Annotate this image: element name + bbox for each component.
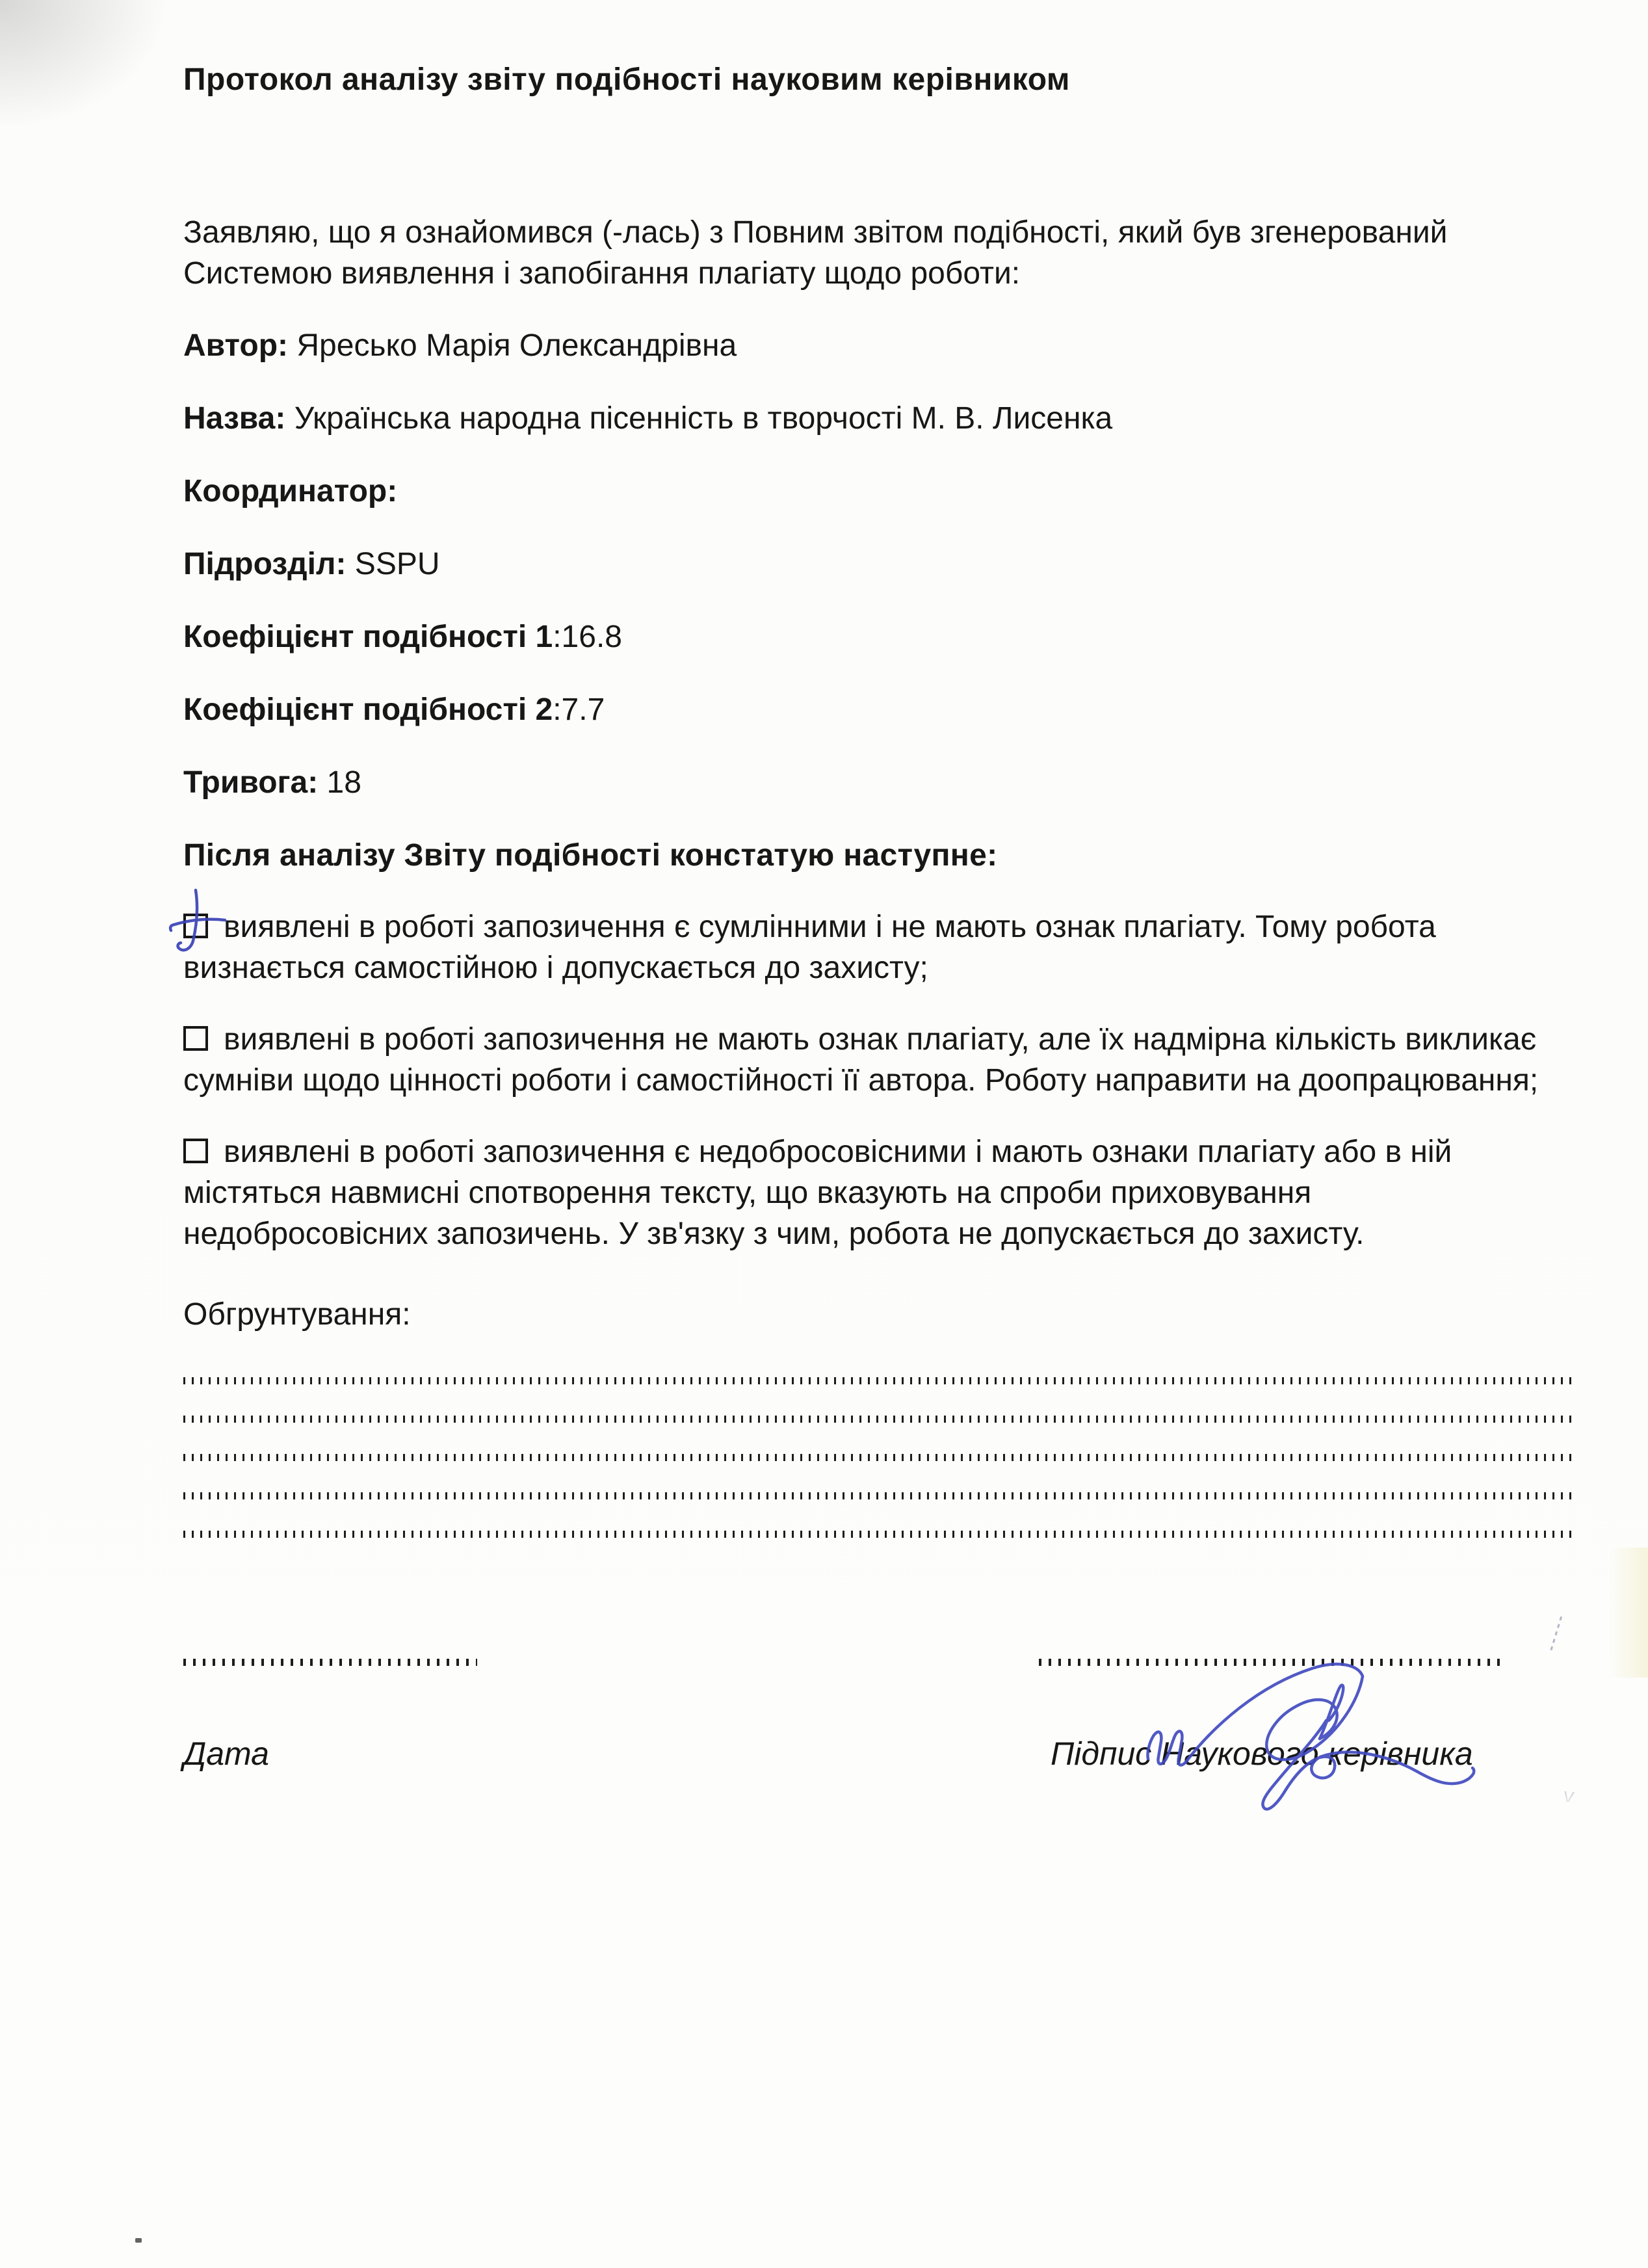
dotted-line <box>183 1416 1578 1423</box>
supervisor-signature-ink <box>1143 1659 1499 1828</box>
intro-paragraph: Заявляю, що я ознайомився (-лась) з Повним звітом подібності, який був згенерований Системою виявлення і запобігання плагіату щодо роботи: <box>183 215 1448 291</box>
checkbox-icon <box>183 914 208 938</box>
dotted-line <box>183 1492 1578 1499</box>
similarity-coefficient-2-label: Коефіцієнт подібності 2 <box>183 692 553 727</box>
dotted-line <box>183 1454 1578 1461</box>
dotted-line <box>183 1377 1578 1384</box>
option-item-plagiarism-detected <box>183 1131 1549 1254</box>
name-value: Українська народна пісенність в творчості М. В. Лисенка <box>294 401 1113 436</box>
division-field <box>183 544 1578 585</box>
option-text: виявлені в роботі запозичення є недобросовісними і мають ознаки плагіату або в ній містяться навмисні спотворення тексту, що вказують на спроби приховування недобросовісних запозичень. У зв'язку з чим, робота не допускається до захисту. <box>183 1135 1452 1251</box>
option-text: виявлені в роботі запозичення є сумлінними і не мають ознак плагіату. Тому робота визнається самостійною і допускається до захисту; <box>183 910 1436 985</box>
alert-label: Тривога: <box>183 765 319 800</box>
dotted-line <box>183 1531 1578 1538</box>
similarity-coefficient-1-field <box>183 616 1578 657</box>
justification-label: Обгрунтування: <box>183 1297 411 1332</box>
scan-artifact-edge <box>1609 1548 1648 1678</box>
alert-field <box>183 762 1578 803</box>
checkbox-unchecked <box>183 1025 208 1049</box>
name-field <box>183 398 1578 439</box>
author-field <box>183 325 1578 366</box>
division-value: SSPU <box>354 547 440 581</box>
checkbox-checked <box>183 912 208 937</box>
coordinator-label: Координатор: <box>183 474 398 508</box>
coordinator-field <box>183 471 1578 512</box>
checkbox-icon <box>183 1026 208 1051</box>
date-label: Дата <box>183 1735 269 1772</box>
scan-artifact-corner <box>0 0 169 130</box>
option-text: виявлені в роботі запозичення не мають ознак плагіату, але їх надмірна кількість викликає сумніви щодо цінності роботи і самостійності її автора. Роботу направити на доопрацювання; <box>183 1022 1539 1098</box>
date-dotted-line <box>183 1659 477 1666</box>
alert-value: 18 <box>326 765 361 800</box>
author-value: Яресько Марія Олександрівна <box>296 328 737 363</box>
scan-artifact-speck <box>135 2238 142 2243</box>
similarity-coefficient-1-label: Коефіцієнт подібності 1 <box>183 620 553 654</box>
name-label: Назва: <box>183 401 286 436</box>
option-item-excessive-borrowings <box>183 1019 1549 1101</box>
justification-write-in-area <box>183 1377 1578 1538</box>
checkbox-unchecked <box>183 1137 208 1162</box>
similarity-coefficient-1-value: :16.8 <box>553 620 622 654</box>
statement-heading: Після аналізу Звіту подібності констатую наступне: <box>183 838 998 873</box>
checkbox-icon <box>183 1139 208 1163</box>
signature-label: Підпис Наукового керівника <box>1051 1735 1473 1772</box>
document-body <box>183 60 1578 1773</box>
page-title: Протокол аналізу звіту подібності науковим керівником <box>183 62 1070 97</box>
similarity-coefficient-2-field <box>183 689 1578 730</box>
similarity-coefficient-2-value: :7.7 <box>553 692 605 727</box>
stray-pen-mark <box>1561 1791 1575 1803</box>
author-label: Автор: <box>183 328 289 363</box>
division-label: Підрозділ: <box>183 547 347 581</box>
option-item-honest-borrowings <box>183 906 1549 988</box>
